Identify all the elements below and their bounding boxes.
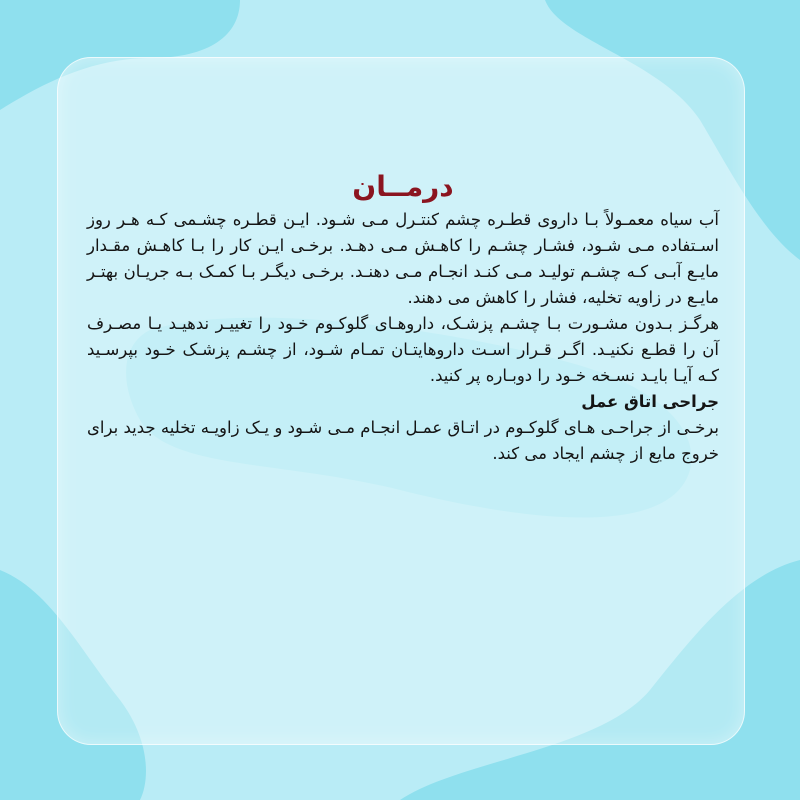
paragraph-eye-drops: آب سیاه معمـولاً بـا داروی قطـره چشم کنتـرل مـی شـود. ایـن قطـره چشـمی کـه هـر روز اسـتفاده مـی شـود، فشـار چشـم را کاهـش مـی دهـد. برخـی ایـن کار را بـا کاهـش مقـدار مایـع آبـی کـه چشـم تولیـد مـی کنـد انجـام مـی دهنـد. برخـی دیگـر بـا کمـک بـه جریـان بهتـر مایـع در زاویه تخلیه، فشار را کاهش می دهند. [87,210,719,307]
paragraph-medication-warning: هرگـز بـدون مشـورت بـا چشـم پزشـک، داروهـای گلوکـوم خـود را تغییـر ندهیـد یـا مصـرف آن را قطـع نکنیـد. اگـر قـرار اسـت داروهایتـان تمـام شـود، از چشـم پزشـک خـود بپرسـید کـه آیـا بایـد نسـخه خـود را دوبـاره پر کنید. [87,314,719,385]
article-content [87,170,719,467]
paragraph-surgery: برخـی از جراحـی هـای گلوکـوم در اتـاق عمـل انجـام مـی شـود و یـک زاویـه تخلیه جدید برای خروج مایع از چشم ایجاد می کند. [87,418,719,463]
section-heading-surgery: جراحی اتاق عمل [581,392,719,411]
page-title: درمــان [352,170,454,203]
